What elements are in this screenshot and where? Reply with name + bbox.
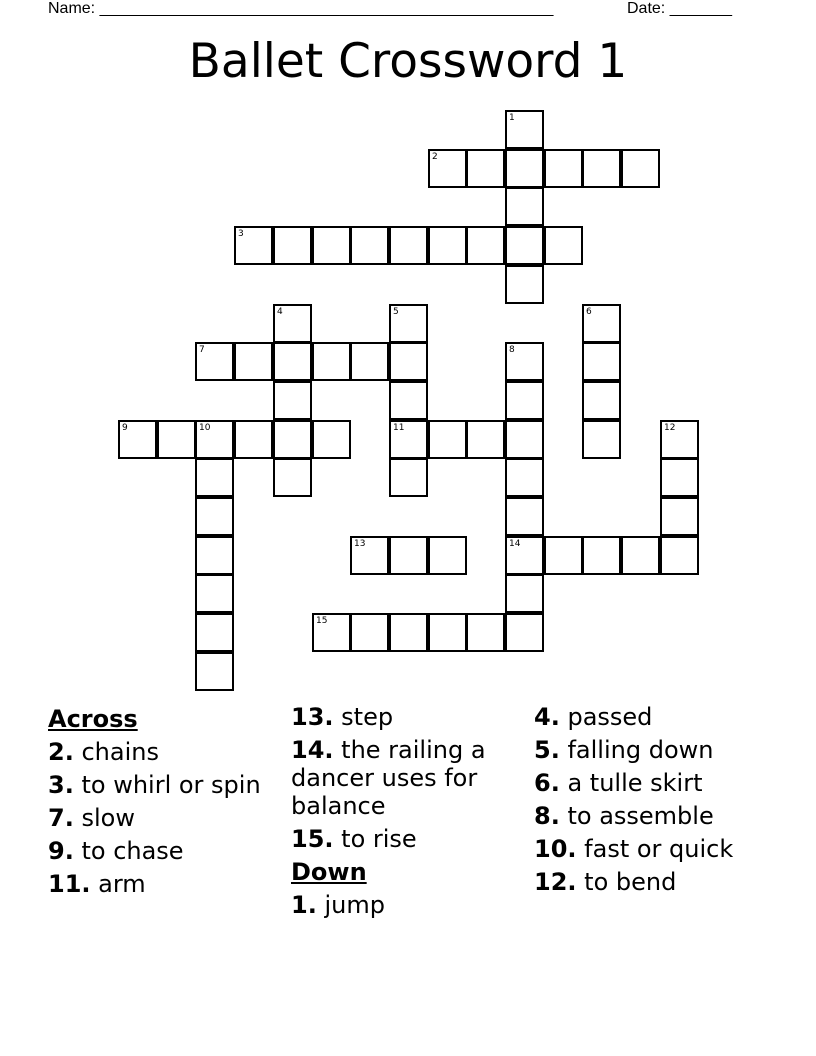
- clue-text: passed: [567, 703, 653, 731]
- clue-text: fast or quick: [584, 835, 734, 863]
- clue-number: 13.: [291, 703, 334, 731]
- crossword-cell[interactable]: [273, 304, 312, 343]
- clue-across-14: [291, 736, 523, 820]
- crossword-cell[interactable]: [505, 265, 544, 304]
- clue-number: 6.: [534, 769, 560, 797]
- crossword-cell[interactable]: [389, 536, 428, 575]
- clue-down-1: [291, 891, 523, 919]
- cell-number: 2: [432, 152, 438, 162]
- crossword-cell[interactable]: [505, 458, 544, 497]
- clue-across-3: [48, 771, 278, 799]
- crossword-cell[interactable]: [660, 497, 699, 536]
- clue-down-5: [534, 736, 774, 764]
- crossword-cell[interactable]: [505, 187, 544, 226]
- clue-number: 9.: [48, 837, 74, 865]
- crossword-cell[interactable]: [389, 304, 428, 343]
- cell-number: 14: [509, 539, 521, 549]
- crossword-cell[interactable]: [582, 381, 621, 420]
- cell-number: 3: [238, 229, 244, 239]
- crossword-cell[interactable]: [195, 652, 234, 691]
- crossword-cell[interactable]: [466, 420, 505, 459]
- crossword-cell[interactable]: [544, 149, 583, 188]
- crossword-cell[interactable]: [389, 381, 428, 420]
- crossword-cell[interactable]: [273, 458, 312, 497]
- crossword-cell[interactable]: [273, 420, 312, 459]
- crossword-cell[interactable]: [312, 613, 351, 652]
- crossword-cell[interactable]: [195, 497, 234, 536]
- crossword-cell[interactable]: [660, 458, 699, 497]
- clue-down-12: [534, 868, 774, 896]
- crossword-cell[interactable]: [582, 342, 621, 381]
- crossword-cell[interactable]: [195, 458, 234, 497]
- crossword-cell[interactable]: [234, 226, 273, 265]
- crossword-cell[interactable]: [118, 420, 157, 459]
- clue-text: to bend: [584, 868, 677, 896]
- clue-across-7: [48, 804, 278, 832]
- clue-number: 5.: [534, 736, 560, 764]
- clue-down-4: [534, 703, 774, 731]
- crossword-cell[interactable]: [505, 149, 544, 188]
- crossword-cell[interactable]: [544, 536, 583, 575]
- crossword-cell[interactable]: [582, 304, 621, 343]
- clue-text: arm: [98, 870, 146, 898]
- clue-text: the railing a dancer uses for balance: [291, 736, 486, 820]
- crossword-cell[interactable]: [195, 536, 234, 575]
- clue-across-13: [291, 703, 523, 731]
- clue-text: slow: [81, 804, 135, 832]
- clue-across-11: [48, 870, 278, 898]
- clue-number: 2.: [48, 738, 74, 766]
- crossword-cell[interactable]: [389, 342, 428, 381]
- clue-number: 1.: [291, 891, 317, 919]
- crossword-cell[interactable]: [428, 420, 467, 459]
- clue-text: falling down: [567, 736, 714, 764]
- clue-number: 8.: [534, 802, 560, 830]
- crossword-cell[interactable]: [195, 342, 234, 381]
- crossword-cell[interactable]: [195, 420, 234, 459]
- name-field-label[interactable]: Name: ___________________________________________________: [48, 0, 554, 17]
- crossword-cell[interactable]: [505, 381, 544, 420]
- clues-column-1: [48, 703, 278, 903]
- crossword-cell[interactable]: [582, 420, 621, 459]
- crossword-cell[interactable]: [195, 613, 234, 652]
- crossword-cell[interactable]: [621, 536, 660, 575]
- cell-number: 10: [199, 423, 211, 433]
- clue-text: step: [341, 703, 394, 731]
- crossword-cell[interactable]: [157, 420, 196, 459]
- crossword-cell[interactable]: [660, 536, 699, 575]
- crossword-cell[interactable]: [544, 226, 583, 265]
- cell-number: 15: [316, 616, 328, 626]
- crossword-cell[interactable]: [312, 420, 351, 459]
- clue-down-10: [534, 835, 774, 863]
- date-field-label[interactable]: Date: _______: [627, 0, 732, 17]
- crossword-cell[interactable]: [312, 342, 351, 381]
- crossword-cell[interactable]: [195, 574, 234, 613]
- clue-text: to rise: [341, 825, 417, 853]
- clue-number: 3.: [48, 771, 74, 799]
- cell-number: 11: [393, 423, 405, 433]
- crossword-cell[interactable]: [505, 342, 544, 381]
- clue-number: 12.: [534, 868, 577, 896]
- down-heading: Down: [291, 858, 367, 886]
- crossword-cell[interactable]: [350, 342, 389, 381]
- crossword-cell[interactable]: [466, 613, 505, 652]
- crossword-cell[interactable]: [389, 420, 428, 459]
- clue-across-15: [291, 825, 523, 853]
- clue-text: to chase: [81, 837, 184, 865]
- cell-number: 8: [509, 345, 515, 355]
- crossword-cell[interactable]: [428, 536, 467, 575]
- crossword-cell[interactable]: [582, 149, 621, 188]
- crossword-cell[interactable]: [466, 226, 505, 265]
- clue-text: to whirl or spin: [81, 771, 261, 799]
- clue-number: 14.: [291, 736, 334, 764]
- clue-number: 10.: [534, 835, 577, 863]
- clues-column-2: [291, 703, 523, 924]
- across-heading: Across: [48, 705, 138, 733]
- crossword-cell[interactable]: [234, 420, 273, 459]
- crossword-cell[interactable]: [466, 149, 505, 188]
- cell-number: 7: [199, 345, 205, 355]
- crossword-cell[interactable]: [389, 613, 428, 652]
- crossword-cell[interactable]: [389, 226, 428, 265]
- crossword-cell[interactable]: [582, 536, 621, 575]
- crossword-cell[interactable]: [660, 420, 699, 459]
- crossword-cell[interactable]: [505, 536, 544, 575]
- cell-number: 6: [586, 307, 592, 317]
- crossword-cell[interactable]: [273, 342, 312, 381]
- crossword-cell[interactable]: [234, 342, 273, 381]
- crossword-cell[interactable]: [428, 226, 467, 265]
- clue-down-8: [534, 802, 774, 830]
- clue-number: 11.: [48, 870, 91, 898]
- crossword-cell[interactable]: [350, 613, 389, 652]
- crossword-cell[interactable]: [428, 613, 467, 652]
- crossword-cell[interactable]: [350, 226, 389, 265]
- crossword-cell[interactable]: [505, 226, 544, 265]
- clue-down-6: [534, 769, 774, 797]
- crossword-cell[interactable]: [621, 149, 660, 188]
- clue-number: 15.: [291, 825, 334, 853]
- crossword-cell[interactable]: [505, 574, 544, 613]
- crossword-cell[interactable]: [273, 226, 312, 265]
- clues-column-3: [534, 703, 774, 901]
- crossword-cell[interactable]: [389, 458, 428, 497]
- cell-number: 4: [277, 307, 283, 317]
- crossword-cell[interactable]: [505, 497, 544, 536]
- clue-text: chains: [81, 738, 159, 766]
- cell-number: 13: [354, 539, 366, 549]
- cell-number: 5: [393, 307, 399, 317]
- page-title: Ballet Crossword 1: [188, 34, 628, 89]
- crossword-cell[interactable]: [505, 420, 544, 459]
- crossword-cell[interactable]: [428, 149, 467, 188]
- clue-number: 7.: [48, 804, 74, 832]
- clue-text: jump: [324, 891, 385, 919]
- cell-number: 12: [664, 423, 676, 433]
- crossword-cell[interactable]: [505, 613, 544, 652]
- clue-text: a tulle skirt: [567, 769, 703, 797]
- cell-number: 1: [509, 113, 515, 123]
- crossword-cell[interactable]: [350, 536, 389, 575]
- clue-text: to assemble: [567, 802, 714, 830]
- crossword-cell[interactable]: [312, 226, 351, 265]
- clue-across-9: [48, 837, 278, 865]
- crossword-cell[interactable]: [505, 110, 544, 149]
- cell-number: 9: [122, 423, 128, 433]
- clue-number: 4.: [534, 703, 560, 731]
- crossword-cell[interactable]: [273, 381, 312, 420]
- clue-across-2: [48, 738, 278, 766]
